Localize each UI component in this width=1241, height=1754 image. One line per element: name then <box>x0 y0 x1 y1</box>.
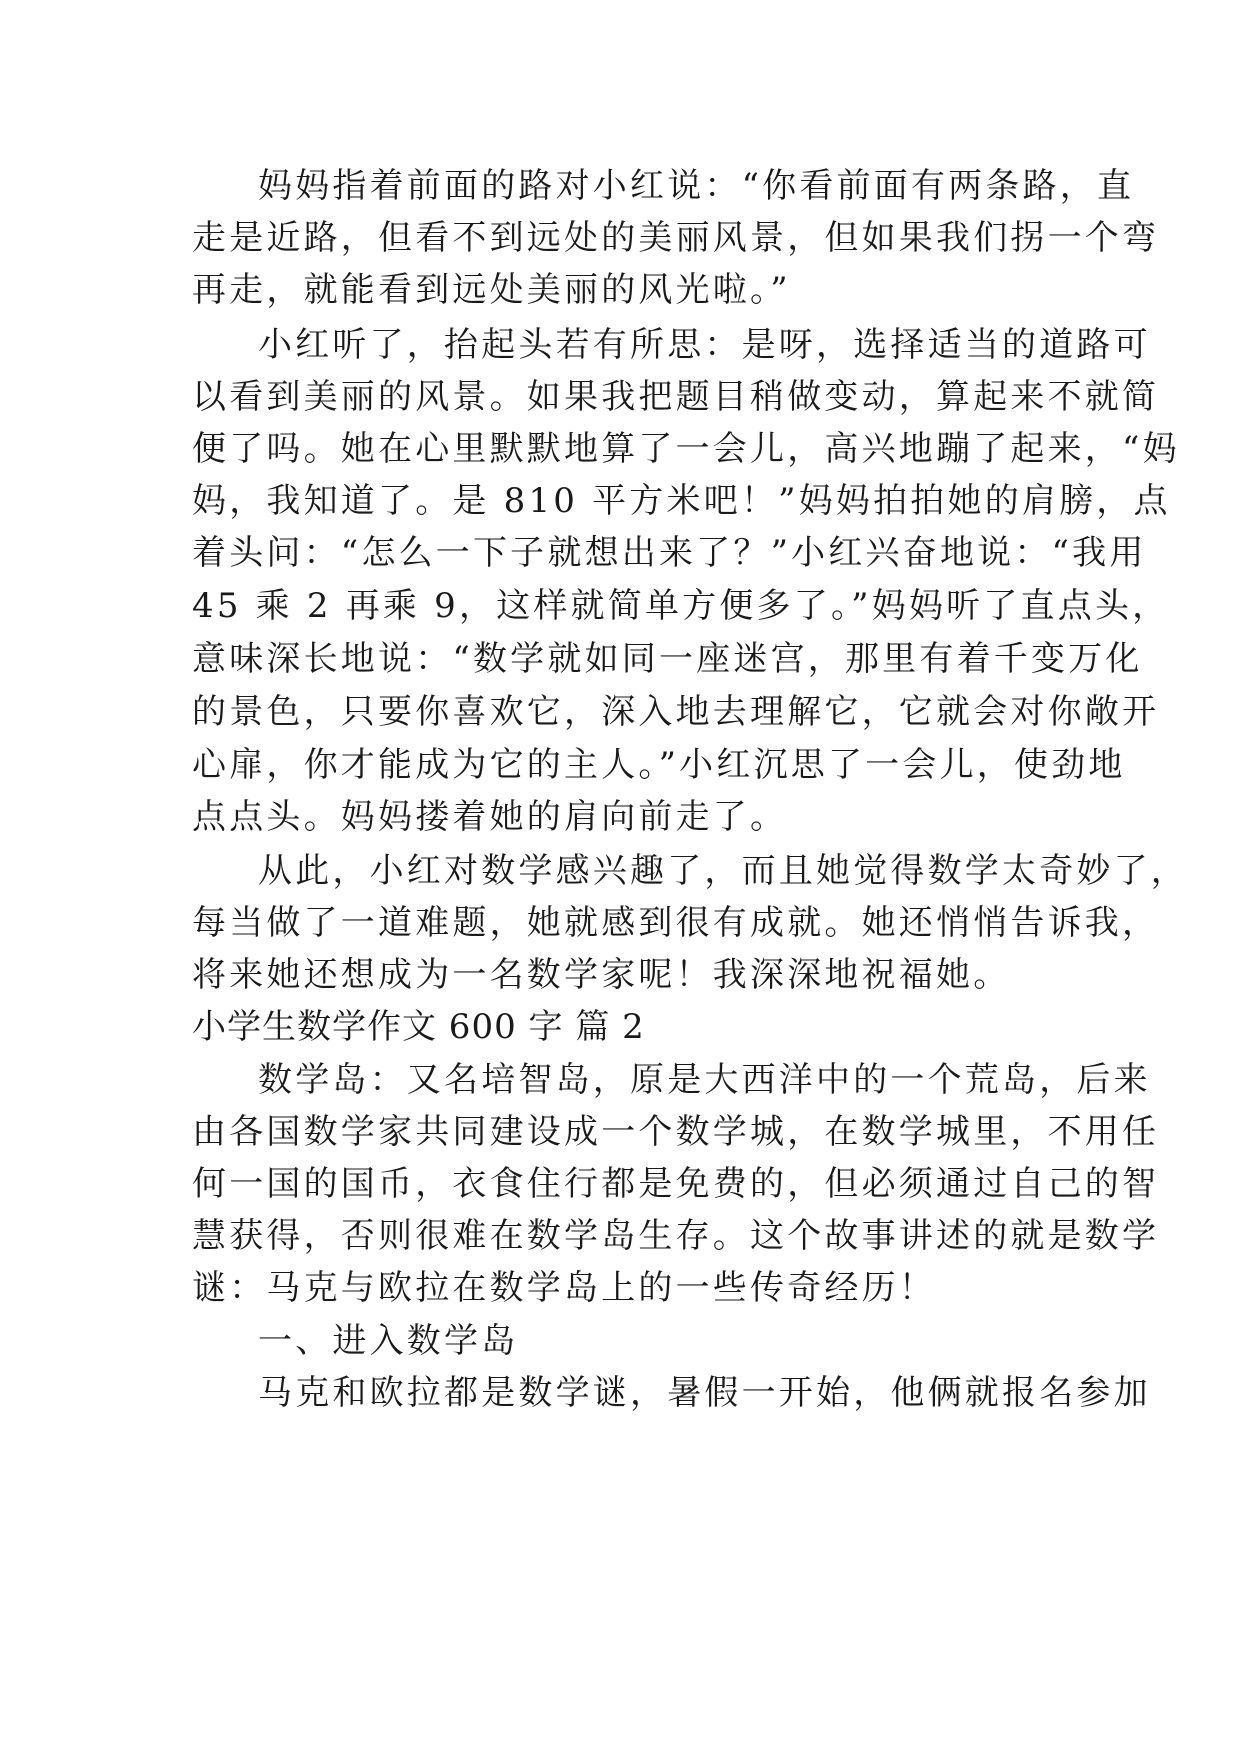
paragraph-line: 点点头。妈妈搂着她的肩向前走了。 <box>192 797 788 837</box>
paragraph-line: 的景色，只要你喜欢它，深入地去理解它，它就会对你敞开 <box>192 692 1160 732</box>
paragraph-line: 谜：马克与欧拉在数学岛上的一些传奇经历！ <box>192 1268 936 1308</box>
paragraph-line: 45 乘 2 再乘 9，这样就简单方便多了。”妈妈听了直点头， <box>192 586 1170 626</box>
paragraph-line: 再走，就能看到远处美丽的风光啦。” <box>192 270 791 310</box>
paragraph-line: 意味深长地说：“数学就如同一座迷宫，那里有着千变万化 <box>192 639 1143 679</box>
paragraph-line: 妈，我知道了。是 810 平方米吧！”妈妈拍拍她的肩膀，点 <box>192 481 1171 521</box>
paragraph-line: 着头问：“怎么一下子就想出来了？”小红兴奋地说：“我用 <box>192 533 1147 573</box>
paragraph-line: 从此，小红对数学感兴趣了，而且她觉得数学太奇妙了， <box>258 851 1188 891</box>
paragraph-line: 心扉，你才能成为它的主人。”小红沉思了一会儿，使劲地 <box>192 745 1126 785</box>
paragraph-line: 何一国的国币，衣食住行都是免费的，但必须通过自己的智 <box>192 1164 1160 1204</box>
paragraph-line: 以看到美丽的风景。如果我把题目稍做变动，算起来不就简 <box>192 377 1160 417</box>
paragraph-line: 妈妈指着前面的路对小红说：“你看前面有两条路，直 <box>258 166 1135 206</box>
paragraph-line: 数学岛：又名培智岛，原是大西洋中的一个荒岛，后来 <box>258 1060 1151 1100</box>
paragraph-line: 将来她还想成为一名数学家呢！我深深地祝福她。 <box>192 955 1011 995</box>
section-heading: 小学生数学作文 600 字 篇 2 <box>192 1007 645 1047</box>
subsection-heading: 一、进入数学岛 <box>258 1321 519 1361</box>
paragraph-line: 每当做了一道难题，她就感到很有成就。她还悄悄告诉我， <box>192 903 1160 943</box>
paragraph-line: 由各国数学家共同建设成一个数学城，在数学城里，不用任 <box>192 1112 1160 1152</box>
paragraph-line: 马克和欧拉都是数学谜，暑假一开始，他俩就报名参加 <box>258 1373 1151 1413</box>
paragraph-line: 小红听了，抬起头若有所思：是呀，选择适当的道路可 <box>258 325 1151 365</box>
paragraph-line: 慧获得，否则很难在数学岛生存。这个故事讲述的就是数学 <box>192 1216 1160 1256</box>
paragraph-line: 便了吗。她在心里默默地算了一会儿，高兴地蹦了起来，“妈 <box>192 429 1180 469</box>
paragraph-line: 走是近路，但看不到远处的美丽风景，但如果我们拐一个弯 <box>192 218 1160 258</box>
